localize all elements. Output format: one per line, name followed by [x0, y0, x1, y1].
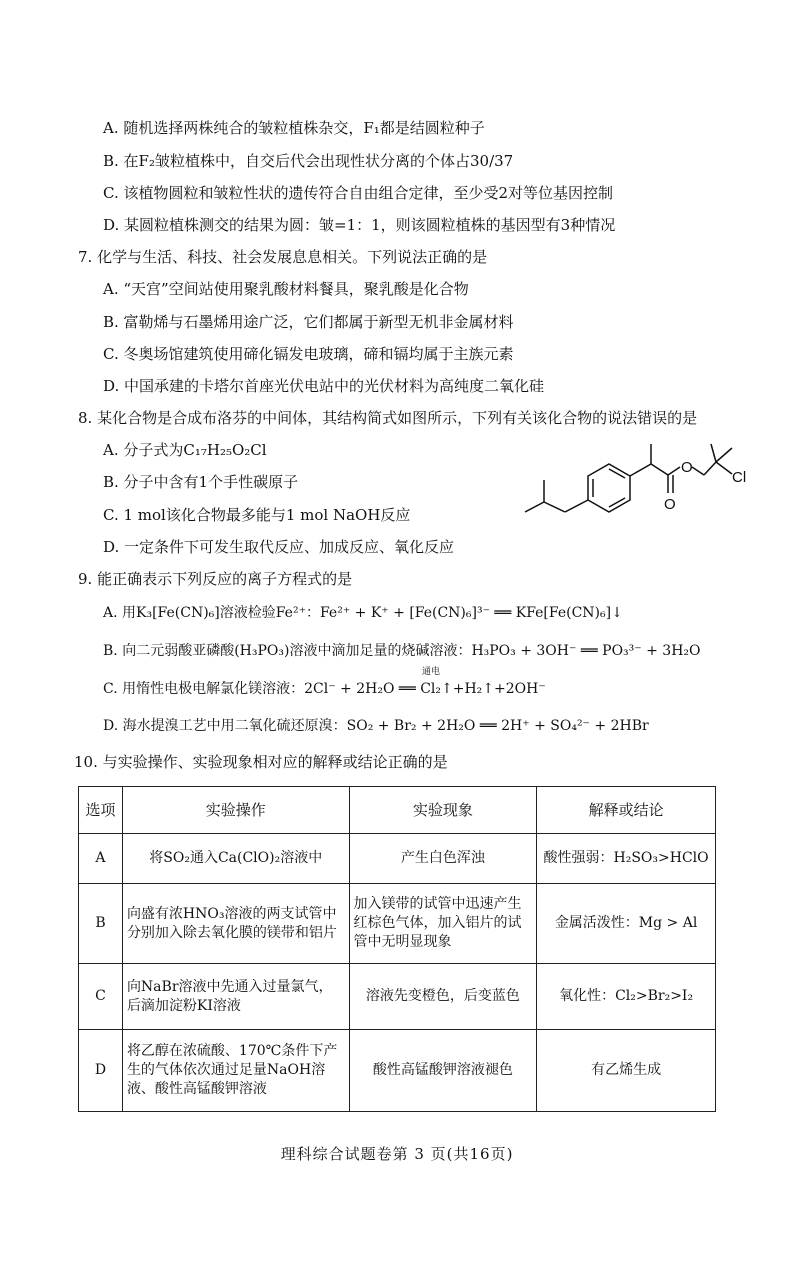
row-a-option: A	[79, 834, 123, 884]
experiment-table	[78, 786, 716, 1112]
header-operation: 实验操作	[122, 787, 349, 834]
q8-option-a-formula: C₁₇H₂₅O₂Cl	[183, 441, 267, 459]
row-c-conclusion: 氧化性：Cl₂>Br₂>I₂	[537, 964, 716, 1030]
row-b-option: B	[79, 884, 123, 964]
q6-option-a: A. 随机选择两株纯合的皱粒植株杂交，F₁都是结圆粒种子	[103, 119, 485, 137]
table-row	[79, 834, 716, 884]
page-footer: 理科综合试题卷第 3 页(共16页)	[280, 1145, 514, 1163]
q8-option-a	[103, 440, 267, 460]
row-a-phenomenon: 产生白色浑浊	[349, 834, 537, 884]
q7-option-c: C. 冬奥场馆建筑使用碲化镉发电玻璃，碲和镉均属于主族元素	[103, 345, 514, 363]
q10-stem: 10. 与实验操作、实验现象相对应的解释或结论正确的是	[74, 753, 448, 771]
q7-stem: 7. 化学与生活、科技、社会发展息息相关。下列说法正确的是	[78, 248, 488, 266]
q8-option-a-prefix: A. 分子式为	[103, 441, 184, 459]
q9-option-a: A. 用K₃[Fe(CN)₆]溶液检验Fe²⁺：Fe²⁺ + K⁺ + [Fe(CN)₆]³⁻ ══ KFe[Fe(CN)₆]↓	[103, 605, 623, 621]
q8-stem: 8. 某化合物是合成布洛芬的中间体，其结构简式如图所示，下列有关该化合物的说法错误的是	[78, 409, 698, 427]
row-d-operation: 将乙醇在浓硫酸、170℃条件下产生的气体依次通过足量NaOH溶液、酸性高锰酸钾溶液	[122, 1030, 349, 1112]
chemical-structure-diagram	[520, 438, 760, 520]
row-d-option: D	[79, 1030, 123, 1112]
q9-option-d: D. 海水提溴工艺中用二氧化硫还原溴：SO₂ + Br₂ + 2H₂O ══ 2H⁺ + SO₄²⁻ + 2HBr	[103, 718, 649, 734]
chlorine-label: Cl	[732, 469, 747, 486]
q8-option-d: D. 一定条件下可发生取代反应、加成反应、氧化反应	[103, 538, 455, 556]
table-header-row	[79, 787, 716, 834]
q7-option-b: B. 富勒烯与石墨烯用途广泛，它们都属于新型无机非金属材料	[103, 313, 514, 331]
carbonyl-oxygen-label: O	[664, 496, 676, 513]
header-option: 选项	[79, 787, 123, 834]
row-a-operation: 将SO₂通入Ca(ClO)₂溶液中	[122, 834, 349, 884]
row-c-option: C	[79, 964, 123, 1030]
ester-oxygen-label: O	[681, 459, 693, 476]
row-c-phenomenon: 溶液先变橙色，后变蓝色	[349, 964, 537, 1030]
q8-option-b: B. 分子中含有1个手性碳原子	[103, 473, 299, 491]
table-row	[79, 884, 716, 964]
header-conclusion: 解释或结论	[537, 787, 716, 834]
row-d-phenomenon: 酸性高锰酸钾溶液褪色	[349, 1030, 537, 1112]
row-a-conclusion: 酸性强弱：H₂SO₃>HClO	[537, 834, 716, 884]
row-b-phenomenon: 加入镁带的试管中迅速产生红棕色气体，加入铝片的试管中无明显现象	[349, 884, 537, 964]
row-b-conclusion: 金属活泼性：Mg > Al	[537, 884, 716, 964]
row-c-operation: 向NaBr溶液中先通入过量氯气，后滴加淀粉KI溶液	[122, 964, 349, 1030]
q6-option-d: D. 某圆粒植株测交的结果为圆：皱=1：1，则该圆粒植株的基因型有3种情况	[103, 216, 616, 234]
q7-option-a: A. “天宫”空间站使用聚乳酸材料餐具，聚乳酸是化合物	[103, 280, 469, 298]
table-row	[79, 964, 716, 1030]
q9-option-b: B. 向二元弱酸亚磷酸(H₃PO₃)溶液中滴加足量的烧碱溶液：H₃PO₃ + 3OH⁻ ══ PO₃³⁻ + 3H₂O	[103, 643, 701, 659]
q9-option-c: C. 用惰性电极电解氯化镁溶液：2Cl⁻ + 2H₂O ══ Cl₂↑+H₂↑+2OH⁻	[103, 681, 546, 697]
q7-option-d: D. 中国承建的卡塔尔首座光伏电站中的光伏材料为高纯度二氧化硅	[103, 377, 545, 395]
q9-stem: 9. 能正确表示下列反应的离子方程式的是	[78, 570, 353, 588]
q8-option-c: C. 1 mol该化合物最多能与1 mol NaOH反应	[103, 506, 411, 524]
q6-option-c: C. 该植物圆粒和皱粒性状的遗传符合自由组合定律，至少受2对等位基因控制	[103, 184, 614, 202]
row-b-operation: 向盛有浓HNO₃溶液的两支试管中分别加入除去氧化膜的镁带和铝片	[122, 884, 349, 964]
header-phenomenon: 实验现象	[349, 787, 537, 834]
electrolysis-condition-label: 通电	[422, 667, 441, 677]
q6-option-b: B. 在F₂皱粒植株中，自交后代会出现性状分离的个体占30/37	[103, 152, 514, 170]
row-d-conclusion: 有乙烯生成	[537, 1030, 716, 1112]
table-row	[79, 1030, 716, 1112]
